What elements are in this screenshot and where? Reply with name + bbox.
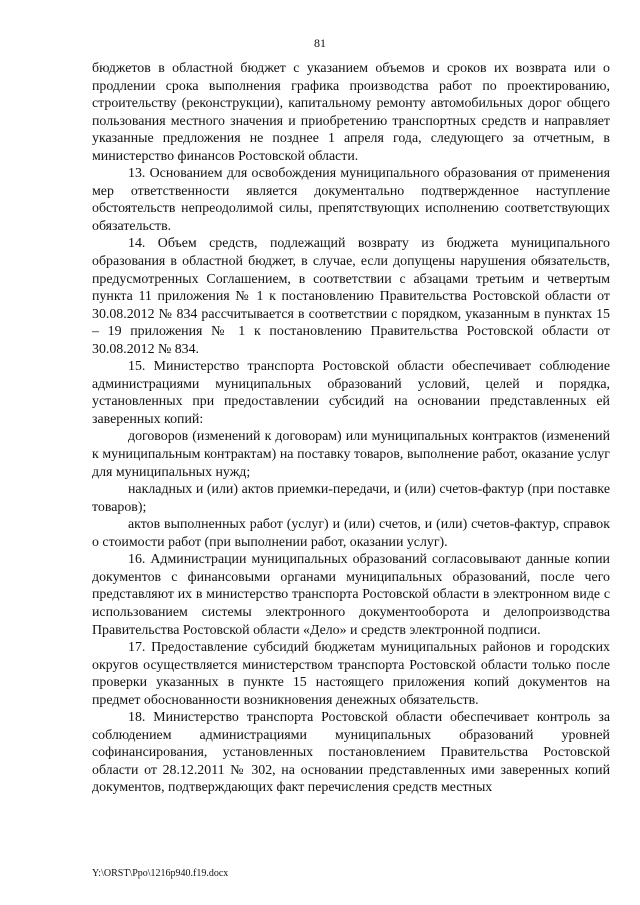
list-item-acts: актов выполненных работ (услуг) и (или) счетов, и (или) счетов-фактур, справок о стоимости работ (при выполнении работ, оказании услуг). (92, 517, 610, 550)
page-number: 81 (314, 36, 326, 50)
paragraph-16: 16. Администрации муниципальных образований согласовывают данные копии документов с финансовыми органами муниципальных образований, после чего представляют их в министерство транспорта Ростовской области в электронном виде с использованием системы электронного документооборота и делопроизводства Правительства Ростовской области «Дело» и средств электронной подписи. (92, 552, 610, 638)
paragraph-15: 15. Министерство транспорта Ростовской области обеспечивает соблюдение администрациями муниципальных образований условий, целей и порядка, установленных при предоставлении субсидий на основании представленных ей заверенных копий: (92, 359, 610, 427)
paragraph-18: 18. Министерство транспорта Ростовской области обеспечивает контроль за соблюдением администрациями муниципальных образований уровней софинансирования, установленных постановлением Правительства Ростовской области от 28.12.2011 № 302, на основании представленных ими заверенных копий документов, подтверждающих факт перечисления средств местных (92, 710, 610, 796)
document-body (92, 60, 610, 797)
list-item-contracts: договоров (изменений к договорам) или муниципальных контрактов (изменений к муниципальным контрактам) на поставку товаров, выполнение работ, оказание услуг для муниципальных нужд; (92, 429, 610, 480)
paragraph-14: 14. Объем средств, подлежащий возврату из бюджета муниципального образования в областной бюджет, в случае, если допущены нарушения обязательств, предусмотренных Соглашением, в соответствии с абзацами третьим и четвертым пункта 11 приложения № 1 к постановлению Правительства Ростовской области от 30.08.2012 № 834 рассчитывается в соответствии с порядком, указанным в пунктах 15 – 19 приложения № 1 к постановлению Правительства Ростовской области от 30.08.2012 № 834. (92, 236, 610, 357)
paragraph-17: 17. Предоставление субсидий бюджетам муниципальных районов и городских округов осуществляется министерством транспорта Ростовской области только после проверки указанных в пункте 15 настоящего приложения копий документов на предмет обоснованности возникновения денежных обязательств. (92, 640, 610, 708)
footer-file-path: Y:\ORST\Ppo\1216p940.f19.docx (92, 868, 229, 879)
paragraph-13: 13. Основанием для освобождения муниципального образования от применения мер ответственности является документально подтвержденное наступление обстоятельств непреодолимой силы, препятствующих исполнению соответствующих обязательств. (92, 166, 610, 234)
paragraph-continuation: бюджетов в областной бюджет с указанием объемов и сроков их возврата или о продлении срока выполнения графика производства работ по проектированию, строительству (реконструкции), капитальному ремонту автомобильных дорог общего пользования местного значения и приобретению транспортных средств и направляет указанные предложения не позднее 1 апреля года, следующего за отчетным, в министерство финансов Ростовской области. (92, 61, 610, 164)
list-item-invoices: накладных и (или) актов приемки-передачи, и (или) счетов-фактур (при поставке товаров); (92, 482, 610, 515)
